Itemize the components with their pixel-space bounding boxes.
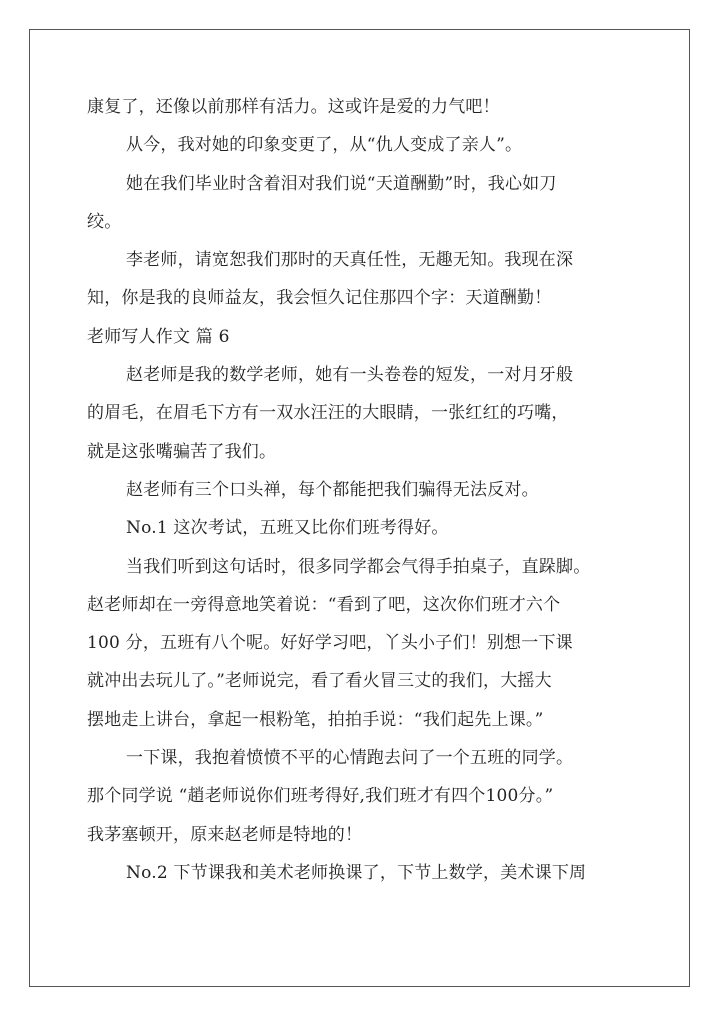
text-line: 从今，我对她的印象变更了，从“仇人变成了亲人”。 bbox=[126, 135, 523, 156]
document-body bbox=[87, 88, 632, 892]
text-line: 赵老师却在一旁得意地笑着说：“看到了吧，这次你们班才六个 bbox=[87, 594, 561, 615]
text-line: 就是这张嘴骗苦了我们。 bbox=[87, 441, 277, 462]
text-line: 我茅塞顿开，原来赵老师是特地的！ bbox=[87, 824, 363, 845]
text-line: 那个同学说 “趙老师说你们班考得好,我们班才有四个100分。” bbox=[87, 786, 554, 807]
text-line: 康复了，还像以前那样有活力。这或许是爱的力气吧！ bbox=[87, 97, 500, 117]
section-heading: 老师写人作文 篇 6 bbox=[87, 326, 230, 347]
text-line: No.2 下节课我和美术老师换课了，下节上数学，美术课下周 bbox=[126, 862, 587, 883]
text-line: 赵老师有三个口头禅，每个都能把我们骗得无法反对。 bbox=[126, 479, 539, 500]
text-line: No.1 这次考试，五班又比你们班考得好。 bbox=[126, 518, 449, 539]
text-line: 一下课，我抱着愤愤不平的心情跑去问了一个五班的同学。 bbox=[126, 748, 574, 769]
text-line: 当我们听到这句话时，很多同学都会气得手拍桌子，直跺脚。 bbox=[126, 556, 591, 577]
text-line: 她在我们毕业时含着泪对我们说“天道酬勤”时，我心如刀 bbox=[126, 173, 557, 194]
text-line: 李老师，请宽恕我们那时的天真任性，无趣无知。我现在深 bbox=[126, 250, 574, 271]
text-line: 100 分，五班有八个呢。好好学习吧，丫头小子们！别想一下课 bbox=[87, 633, 573, 654]
text-line: 赵老师是我的数学老师，她有一头卷卷的短发，一对月牙般 bbox=[126, 365, 574, 386]
text-line: 绞。 bbox=[87, 211, 122, 232]
text-line: 知，你是我的良师益友，我会恒久记住那四个字：天道酬勤！ bbox=[87, 288, 552, 309]
text-line: 就冲出去玩儿了。”老师说完，看了看火冒三丈的我们，大摇大 bbox=[87, 671, 552, 692]
text-line: 摆地走上讲台，拿起一根粉笔，拍拍手说：“我们起先上课。” bbox=[87, 709, 544, 730]
text-line: 的眉毛，在眉毛下方有一双水汪汪的大眼睛，一张红红的巧嘴， bbox=[87, 403, 569, 424]
